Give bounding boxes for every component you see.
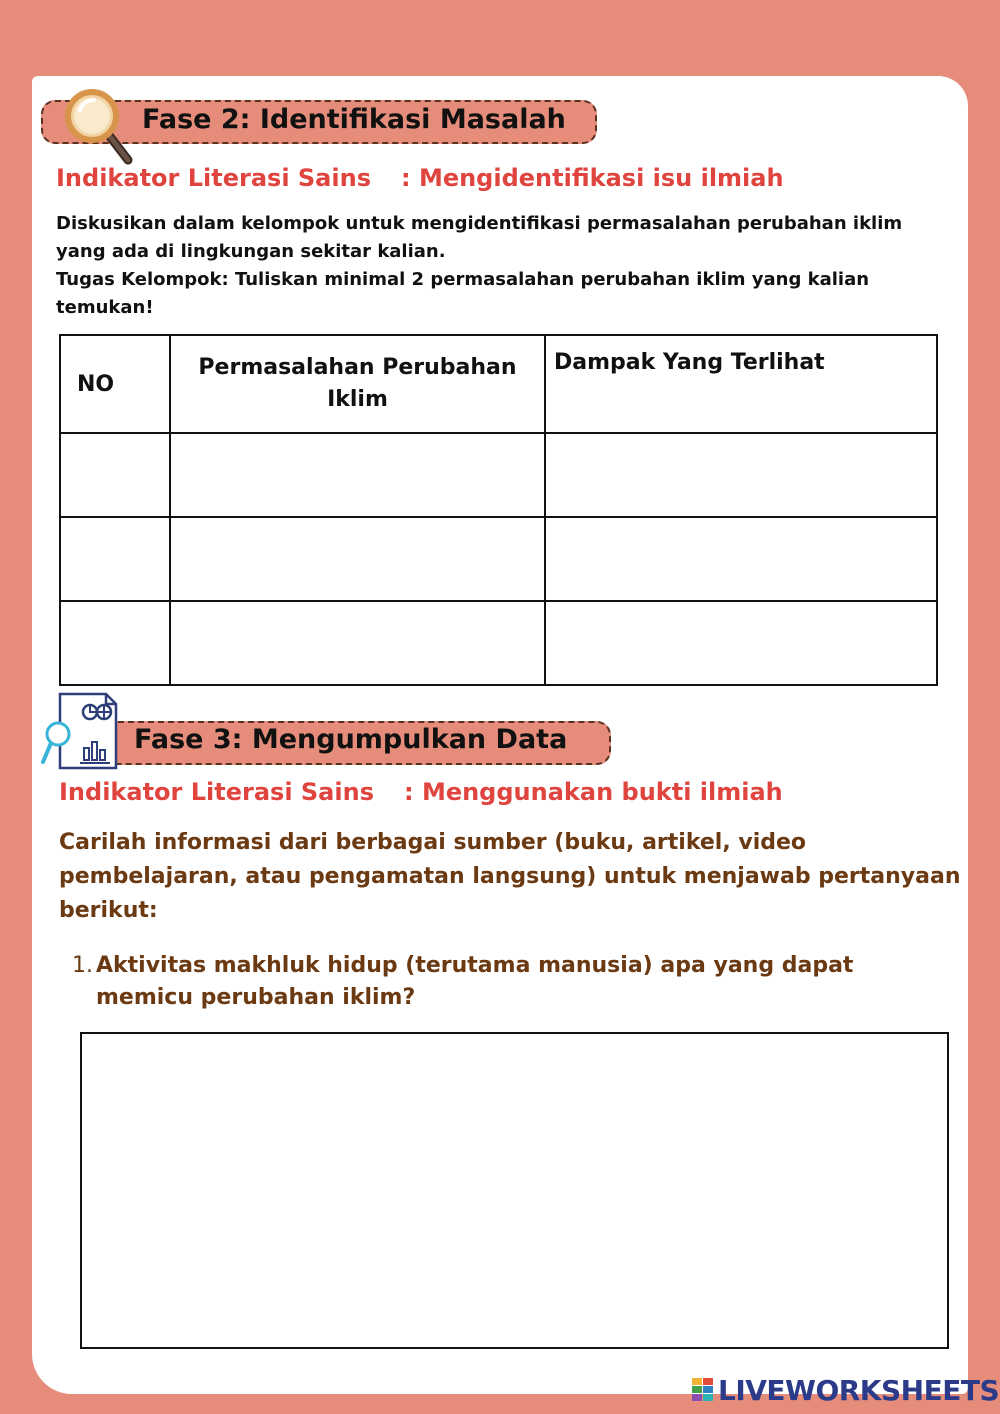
phase2-indicator-value: : Mengidentifikasi isu ilmiah: [400, 164, 784, 192]
phase2-title: Fase 2: Identifikasi Masalah: [142, 104, 566, 135]
phase3-indicator: [59, 778, 783, 806]
table-cell-no[interactable]: [60, 517, 170, 601]
phase2-instruction-1: Diskusikan dalam kelompok untuk mengidentifikasi permasalahan perubahan iklim yang ada di lingkungan sekitar kalian.: [56, 213, 903, 262]
table-cell-problem[interactable]: [170, 517, 545, 601]
phase3-indicator-value: : Menggunakan bukti ilmiah: [403, 778, 783, 806]
header-no: NO: [60, 335, 170, 433]
phase2-instructions: [56, 210, 936, 322]
answer-box-1[interactable]: [80, 1032, 949, 1349]
phase2-instruction-2: Tugas Kelompok: Tuliskan minimal 2 permasalahan perubahan iklim yang kalian temukan!: [56, 269, 870, 318]
table-row: [60, 433, 937, 517]
phase3-instruction: Carilah informasi dari berbagai sumber (buku, artikel, video pembelajaran, atau pengamatan langsung) untuk menjawab pertanyaan berikut:: [59, 830, 961, 923]
header-impact: Dampak Yang Terlihat: [545, 335, 937, 433]
table-cell-impact[interactable]: [545, 517, 937, 601]
table-cell-impact[interactable]: [545, 433, 937, 517]
question-number: 1.: [72, 953, 93, 978]
data-report-icon: [40, 692, 122, 772]
table-cell-problem[interactable]: [170, 601, 545, 685]
header-problem: Permasalahan Perubahan Iklim: [170, 335, 545, 433]
table-cell-no[interactable]: [60, 601, 170, 685]
magnifier-icon: [64, 88, 136, 168]
table-cell-impact[interactable]: [545, 601, 937, 685]
question-text: Aktivitas makhluk hidup (terutama manusia) apa yang dapat memicu perubahan iklim?: [96, 953, 854, 1010]
table-row: [60, 517, 937, 601]
liveworksheets-logo-icon: [692, 1378, 714, 1402]
table-cell-no[interactable]: [60, 433, 170, 517]
phase2-indicator: [56, 164, 784, 192]
problem-table: [59, 334, 938, 686]
table-cell-problem[interactable]: [170, 433, 545, 517]
phase2-indicator-label: Indikator Literasi Sains: [56, 164, 371, 192]
liveworksheets-text: LIVEWORKSHEETS: [718, 1373, 1000, 1407]
phase3-title: Fase 3: Mengumpulkan Data: [134, 724, 568, 755]
phase3-indicator-label: Indikator Literasi Sains: [59, 778, 374, 806]
liveworksheets-brand: [692, 1374, 999, 1406]
table-row: [60, 601, 937, 685]
table-header-row: [60, 335, 937, 433]
